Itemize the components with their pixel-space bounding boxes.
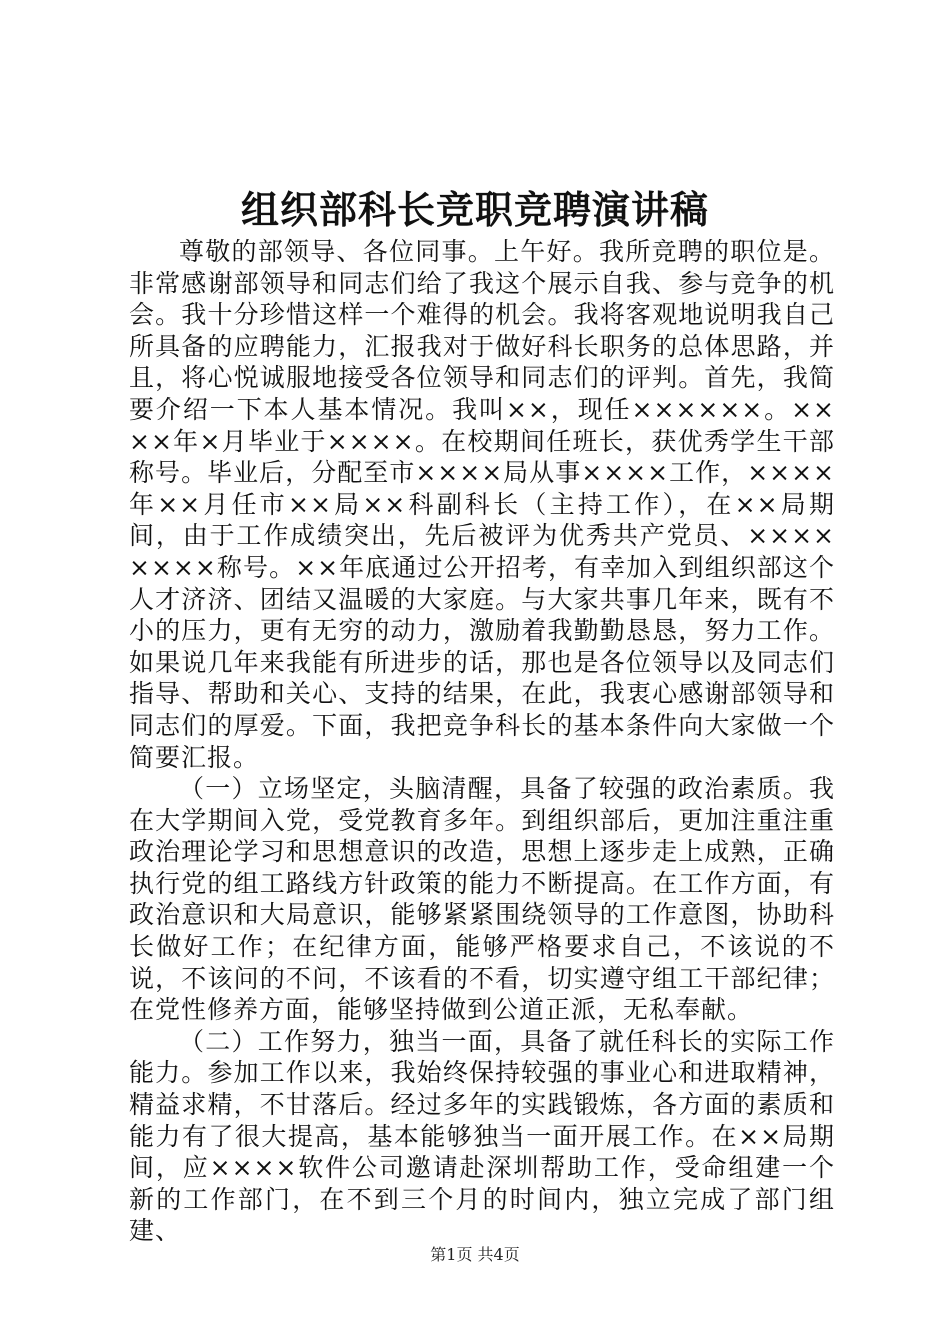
paragraph-intro: 尊敬的部领导、各位同事。上午好。我所竞聘的职位是。非常感谢部领导和同志们给了我这个展示自我、参与竞争的机会。我十分珍惜这样一个难得的机会。我将客观地说明我自己所具备的应聘能力，汇报我对于做好科长职务的总体思路，并且，将心悦诚服地接受各位领导和同志们的评判。首先，我简要介绍一下本人基本情况。我叫××，现任××××××。××××年×月毕业于××××。在校期间任班长，获优秀学生干部称号。毕业后，分配至市××××局从事××××工作，××××年××月任市××局××科副科长（主持工作），在××局期间，由于工作成绩突出，先后被评为优秀共产党员、××××××××称号。××年底通过公开招考，有幸加入到组织部这个人才济济、团结又温暖的大家庭。与大家共事几年来，既有不小的压力，更有无穷的动力，激励着我勤勤恳恳，努力工作。如果说几年来我能有所进步的话，那也是各位领导以及同志们指导、帮助和关心、支持的结果，在此，我衷心感谢部领导和同志们的厚爱。下面，我把竞争科长的基本条件向大家做一个简要汇报。 (129, 237, 835, 772)
paragraph-political-quality: （一）立场坚定，头脑清醒，具备了较强的政治素质。我在大学期间入党，受党教育多年。到组织部后，更加注重注重政治理论学习和思想意识的改造，思想上逐步走上成熟，正确执行党的组工路线方针政策的能力不断提高。在工作方面，有政治意识和大局意识，能够紧紧围绕领导的工作意图，协助科长做好工作；在纪律方面，能够严格要求自己，不该说的不说，不该问的不问，不该看的不看，切实遵守组工干部纪律；在党性修养方面，能够坚持做到公道正派，无私奉献。 (129, 774, 835, 1025)
document-title: 组织部科长竞职竞聘演讲稿 (240, 187, 709, 232)
document-body (129, 236, 835, 1247)
page-footer: 第1页 共4页 (430, 1245, 520, 1264)
paragraph-work-ability: （二）工作努力，独当一面，具备了就任科长的实际工作能力。参加工作以来，我始终保持较强的事业心和进取精神，精益求精，不甘落后。经过多年的实践锻炼，各方面的素质和能力有了很大提高，基本能够独当一面开展工作。在××局期间，应××××软件公司邀请赴深圳帮助工作，受命组建一个新的工作部门，在不到三个月的时间内，独立完成了部门组建、 (129, 1026, 835, 1246)
